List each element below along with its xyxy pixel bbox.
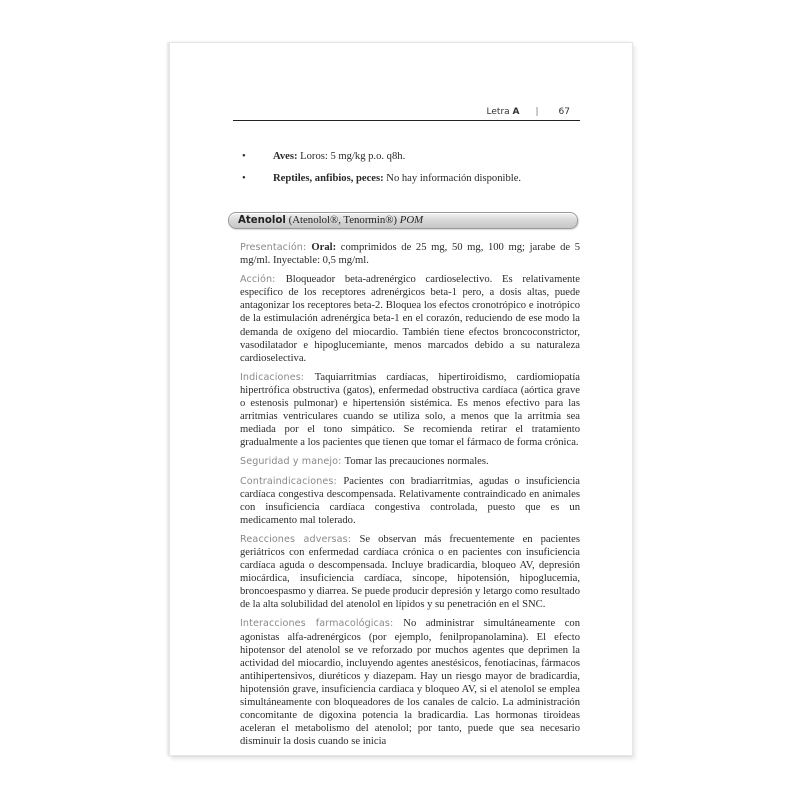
section-text: Bloqueador beta-adrenérgico cardioselectivo. Es relativamente específico de los receptores adrenérgicos beta-1 pero, a dosis altas, puede antagonizar los receptores beta-2. Bloquea los efectos cronotrópico e inotrópico de la estimulación adrenérgica beta-1 en el corazón, reduciendo de ese modo la demanda de oxígeno del miocardio. También tiene efectos broncoconstrictor, vasodilatador e hipoglucemiante, menos marcados debido a su naturaleza cardioselectiva. bbox=[240, 274, 580, 364]
route-oral: Oral: bbox=[311, 242, 337, 253]
running-head-right bbox=[487, 107, 570, 117]
section-interacciones bbox=[240, 617, 580, 748]
bullet-icon: • bbox=[242, 151, 246, 162]
drug-name: Atenolol bbox=[238, 215, 286, 226]
section-presentacion bbox=[240, 241, 580, 267]
monograph-title bbox=[238, 214, 423, 227]
legal-category: POM bbox=[399, 214, 424, 226]
list-item bbox=[238, 150, 588, 163]
running-head-prefix: Letra bbox=[486, 107, 513, 117]
list-item bbox=[238, 172, 588, 185]
section-label: Seguridad y manejo: bbox=[240, 456, 345, 468]
section-seguridad bbox=[240, 455, 580, 468]
brand-names: (Atenolol®, Tenormin®) bbox=[285, 214, 400, 226]
species-term: Aves: bbox=[273, 151, 298, 162]
section-text: Pacientes con bradiarritmias, agudas o insuficiencia cardíaca congestiva descompensada. Relativamente contraindicado en animales con insuficiencia cardíaca congestiva controlada, puesto que es un medicamento mal tolerado. bbox=[240, 475, 581, 526]
monograph-title-bar bbox=[228, 212, 578, 229]
running-head bbox=[233, 104, 580, 121]
section-text: Tomar las precauciones normales. bbox=[344, 456, 489, 468]
section-contraindicaciones bbox=[240, 475, 580, 527]
species-dose-list bbox=[238, 150, 588, 194]
section-text: Se observan más frecuentemente en pacientes geriátricos con enfermedad cardíaca crónica o en pacientes con insuficiencia cardíaca aguda o descompensada. Incluye bradicardia, bloqueo AV, depresión miocárdica, insuficiencia cardíaca, síncope, hipotensión, hipoglucemia, broncoespasmo y diarrea. Se puede producir depresión y letargo como resultado de la alta solubilidad del atenolol en lípidos y su penetración en el SNC. bbox=[240, 533, 580, 611]
running-head-separator: | bbox=[535, 107, 539, 117]
section-label: Interacciones farmacológicas: bbox=[240, 618, 404, 630]
section-accion bbox=[240, 273, 580, 365]
section-label: Acción: bbox=[240, 274, 286, 286]
species-term: Reptiles, anfibios, peces: bbox=[273, 173, 384, 185]
section-reacciones-adversas bbox=[240, 533, 580, 612]
section-label: Indicaciones: bbox=[240, 371, 315, 383]
species-dose: No hay información disponible. bbox=[383, 173, 522, 185]
page-number: 67 bbox=[558, 107, 570, 117]
running-head-letter: A bbox=[512, 107, 520, 117]
section-indicaciones bbox=[240, 371, 580, 450]
bullet-icon: • bbox=[242, 173, 246, 185]
section-label: Contraindicaciones: bbox=[240, 475, 344, 487]
monograph-body bbox=[240, 241, 580, 754]
species-dose: Loros: 5 mg/kg p.o. q8h. bbox=[297, 151, 406, 162]
section-label: Presentación: bbox=[240, 242, 312, 253]
section-text: No administrar simultáneamente con agonistas alfa-adrenérgicos (por ejemplo, fenilpropanolamina). El efecto hipotensor del atenolol se ve reforzado por muchos agentes que deprimen la actividad del miocardio, incluyendo agentes anestésicos, fenotiacinas, fármacos antihipertensivos, diuréticos y diazepam. Hay un riesgo mayor de bradicardia, hipotensión grave, insuficiencia cardiaca y bloqueo AV, si el atenolol se emplea simultáneamente con bloqueadores de los canales de calcio. La administración concomitante de digoxina potencia la bradicardia. Las hormonas tiroideas aceleran el metabolismo del atenolol; por tanto, puede que sea necesario disminuir la dosis cuando se inicia bbox=[240, 618, 580, 748]
section-text: comprimidos de 25 mg, 50 mg, 100 mg; jarabe de 5 mg/ml. Inyectable: 0,5 mg/ml. bbox=[240, 242, 580, 267]
section-label: Reacciones adversas: bbox=[240, 533, 360, 545]
section-text: Taquiarritmias cardíacas, hipertiroidismo, cardiomiopatía hipertrófica obstructiva (gatos), enfermedad obstructiva cardíaca (aórtica grave o estenosis pulmonar) e hipertensión sistémica. Es menos efectivo para las arritmias ventriculares cuando se utiliza solo, a menos que la arritmia sea mediada por el tono simpático. Se recomienda retirar el tratamiento gradualmente a los pacientes que tienen que tomar el fármaco de forma crónica. bbox=[240, 371, 580, 449]
